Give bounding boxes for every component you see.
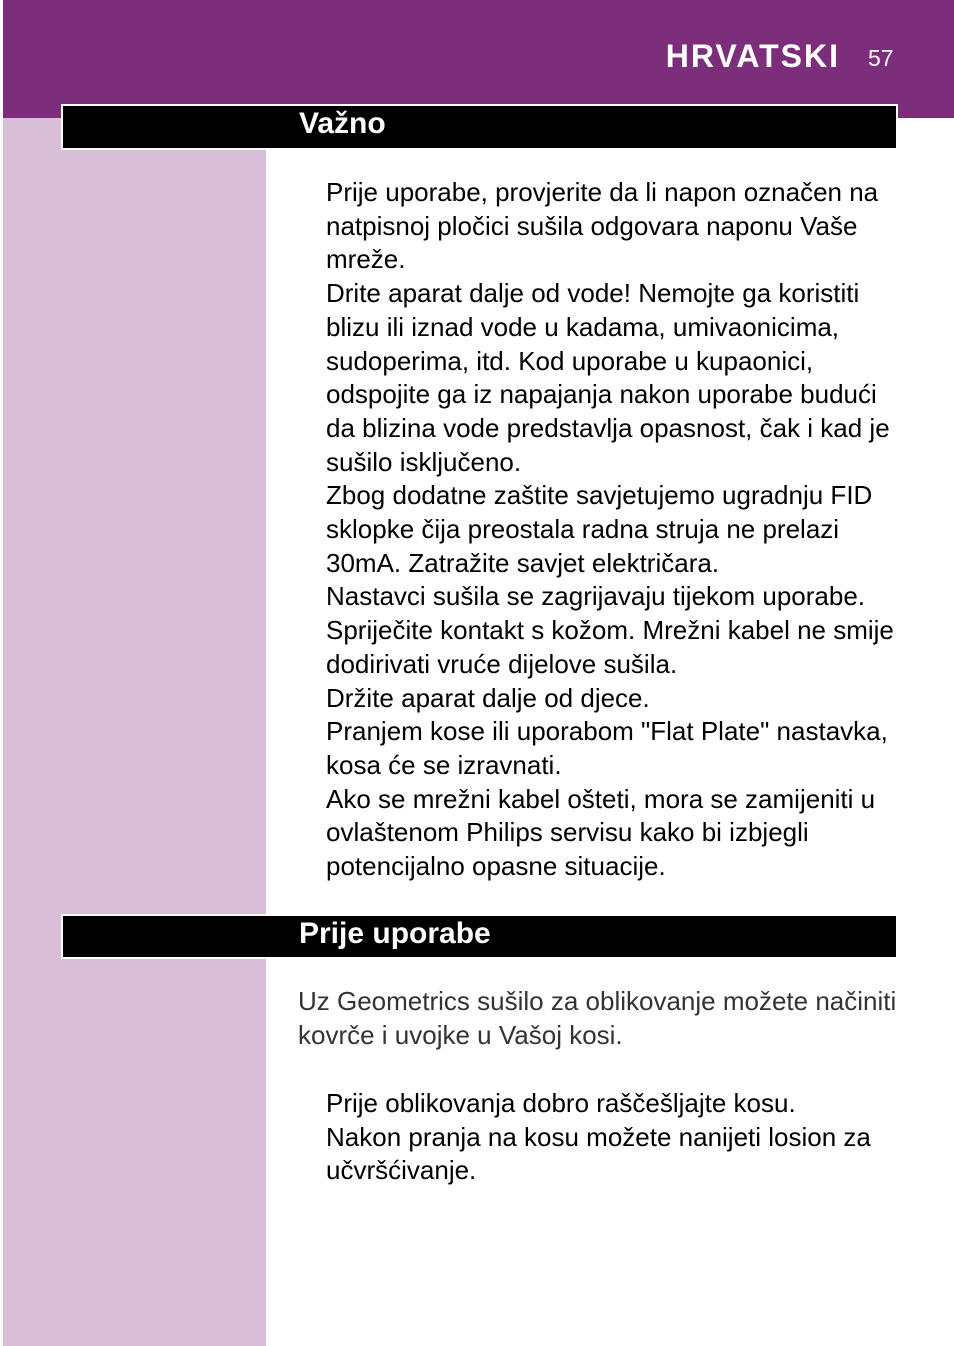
section-title: Važno [299, 107, 386, 140]
before-use-list [326, 1087, 906, 1188]
page-number: 57 [868, 45, 894, 71]
language-label: HRVATSKI [665, 38, 840, 74]
section-header-important [61, 104, 898, 150]
list-item: Ako se mrežni kabel ošteti, mora se zamijeniti u ovlaštenom Philips servisu kako bi izbjegli potencijalno opasne situacije. [326, 783, 876, 882]
section-header-before-use [61, 914, 898, 959]
list-item: Prije oblikovanja dobro raščešljajte kosu. [326, 1088, 796, 1118]
section-title: Prije uporabe [299, 917, 491, 950]
list-item: Nakon pranja na kosu možete nanijeti losion za učvršćivanje. [326, 1121, 871, 1186]
list-item: Prije uporabe, provjerite da li napon označen na natpisnoj pločici sušila odgovara naponu Vaše mreže. [326, 177, 879, 275]
side-margin-band [3, 118, 266, 1346]
list-item: Zbog dodatne zaštite savjetujemo ugradnju FID sklopke čija preostala radna struja ne prelazi 30mA. Zatražite savjet električara. [326, 480, 873, 578]
important-list [326, 176, 906, 884]
list-item: Drite aparat dalje od vode! Nemojte ga koristiti blizu ili iznad vode u kadama, umivaonicima, sudoperima, itd. Kod uporabe u kupaonici, odspojite ga iz napajanja nakon uporabe budući da blizina vode predstavlja opasnost, čak i kad je sušilo isključeno. [326, 278, 890, 477]
list-item: Nastavci sušila se zagrijavaju tijekom uporabe. Spriječite kontakt s kožom. Mrežni kabel ne smije dodirivati vruće dijelove sušila. [326, 581, 894, 679]
intro-paragraph: Uz Geometrics sušilo za oblikovanje možete načiniti kovrče i uvojke u Vašoj kosi. [298, 986, 897, 1050]
list-item: Držite aparat dalje od djece. [326, 682, 650, 713]
list-item: Pranjem kose ili uporabom "Flat Plate" nastavka, kosa će se izravnati. [326, 716, 888, 780]
